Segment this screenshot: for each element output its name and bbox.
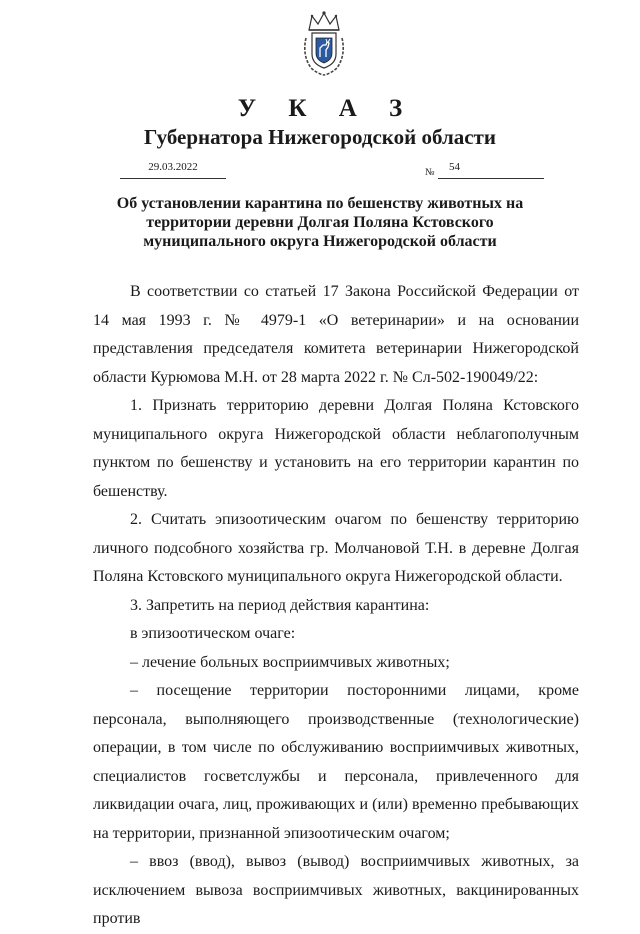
prohibition-item: – ввоз (ввод), вывоз (вывод) восприимчивых животных, за исключением вывоза восприимчивых животных, вакцинированных против (93, 853, 579, 927)
decree-number-field (438, 160, 544, 179)
title-line: Об установлении карантина по бешенству животных на (116, 195, 524, 212)
preamble-paragraph: В соответствии со статьей 17 Закона Российской Федерации от 14 мая 1993 г. № 4979-1 «О ветеринарии» и на основании представления председателя комитета ветеринарии Нижегородской области Курюмова М.Н. от 28 марта 2022 г. № Сл-502-190049/22: (93, 283, 579, 386)
decree-number: 54 (449, 161, 460, 173)
clause-2-paragraph: 2. Считать эпизоотическим очагом по бешенству территорию личного подсобного хозяйства гр. Молчановой Т.Н. в деревне Долгая Поляна Кстовского муниципального округа Нижегородской области. (93, 511, 579, 585)
title-line: муниципального округа Нижегородской области (143, 233, 497, 250)
coat-of-arms-icon (301, 10, 347, 76)
decree-date-field (120, 160, 226, 179)
document-type-heading: У К А З (237, 95, 416, 122)
issuer-heading: Губернатора Нижегородской области (144, 125, 496, 149)
prohibition-item: – посещение территории посторонними лицами, кроме персонала, выполняющего производственные (технологические) операции, в том числе по обслуживанию восприимчивых животных, специалистов госветслужбы и персонала, привлеченного для ликвидации очага, лиц, проживающих и (или) временно пребывающих на территории, признанной эпизоотическим очагом; (93, 682, 579, 842)
clause-3-paragraph: 3. Запретить на период действия карантина: (130, 596, 430, 614)
decree-date: 29.03.2022 (148, 161, 198, 173)
clause-1-paragraph: 1. Признать территорию деревни Долгая Поляна Кстовского муниципального округа Нижегородской области неблагополучным пунктом по бешенству и установить на его территории карантин по бешенству. (93, 397, 579, 500)
outbreak-subheading: в эпизоотическом очаге: (130, 625, 296, 642)
prohibition-item: – лечение больных восприимчивых животных; (130, 653, 450, 671)
decree-body (93, 278, 579, 934)
document-title (100, 194, 540, 251)
number-label: № (425, 167, 435, 178)
title-line: территории деревни Долгая Поляна Кстовского (146, 214, 494, 231)
